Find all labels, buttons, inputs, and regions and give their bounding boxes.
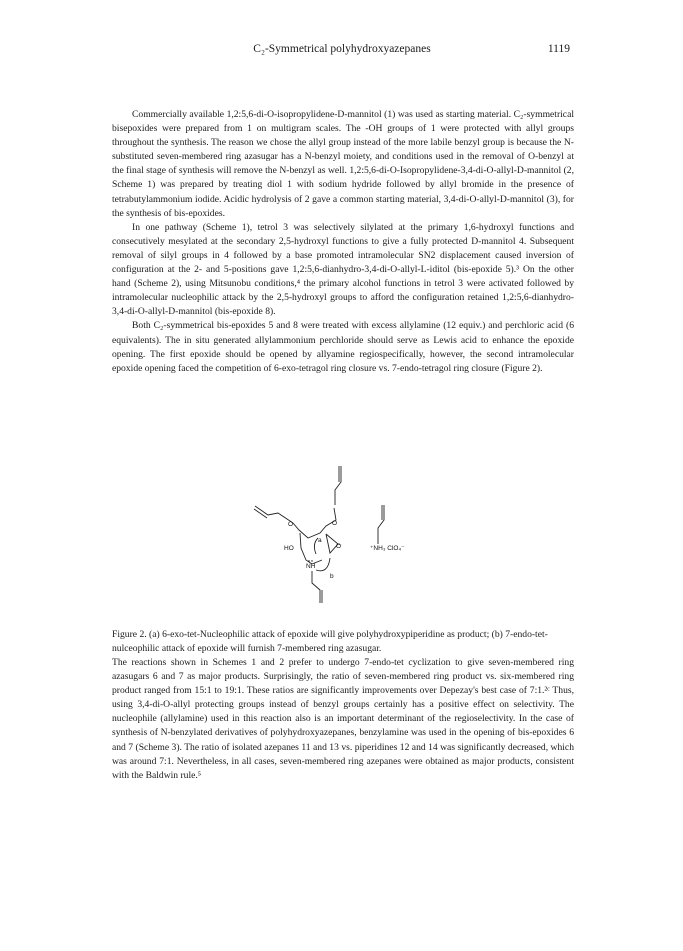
figure-caption: Figure 2. (a) 6-exo-tet-Nucleophilic attack of epoxide will give polyhydroxypiperidine as product; (b) 7-endo-tet-nulceophilic attack of epoxide will furnish 7-membered ring azasugar.: [112, 629, 548, 655]
label-o-epoxide: O: [336, 543, 342, 550]
running-title: C₂-Symmetrical polyhydroxyazepanes: [253, 43, 431, 55]
page-number: 1119: [547, 43, 570, 55]
allyl-chain-ammonium: [378, 505, 384, 544]
lone-pair-dots: [308, 560, 312, 561]
attack-arrow-b: [316, 558, 330, 571]
label-b: b: [330, 573, 334, 580]
paragraph-1: Commercially available 1,2:5,6-di-O-isopropylidene-D-mannitol (1) was used as starting material. C₂-symmetrical bisepoxides were prepared from 1 on multigram scales. The -OH groups of 1 were protected with allyl groups throughout the synthesis. The reason we chose the allyl group instead of the more labile benzyl group is because the N-substituted seven-membered ring azasugar has a N-benzyl moiety, and conditions used in the removal of O-benzyl at the final stage of synthesis will remove the N-benzyl as well. 1,2:5,6-di-O-Isopropylidene-3,4-di-O-allyl-D-mannitol (2, Scheme 1) was prepared by treating diol 1 with sodium hydride followed by allyl bromide in the presence of tetrabutylammonium iodide. Acidic hydrolysis of 2 gave a common starting material, 3,4-di-O-allyl-D-mannitol (3), for the synthesis of bis-epoxides.: [112, 109, 574, 219]
allyl-chain-top-right: [335, 466, 341, 505]
body-text-lower: [112, 656, 574, 783]
label-ammonium-perchlorate: ⁺NH₃ ClO₄⁻: [370, 545, 405, 552]
allyl-chain-nitrogen: [312, 571, 320, 603]
label-o-right: O: [332, 520, 338, 527]
ring-upper-bonds: [293, 508, 336, 538]
label-ho: HO: [284, 545, 294, 552]
label-a: a: [318, 537, 322, 544]
label-nh: NH: [306, 563, 316, 570]
paragraph-3: Both C₂-symmetrical bis-epoxides 5 and 8 were treated with excess allylamine (12 equiv.) and perchloric acid (6 equivalents). The in situ generated allylammonium perchloride should serve as Lewis acid to enhance the epoxide opening. The first epoxide should be opened by allyamine regiospecifically, however, the second intramolecular epoxide opening faced the competition of 6-exo-tetragol ring closure vs. 7-endo-tetragol ring closure (Figure 2).: [112, 320, 574, 374]
paragraph-4: The reactions shown in Schemes 1 and 2 prefer to undergo 7-endo-tet cyclization to give seven-membered ring azasugars 6 and 7 as major products. Surprisingly, the ratio of seven-membered ring product vs. six-membered ring product ranged from 15:1 to 19:1. These ratios are significantly improvements over Depezay's best case of 7:1.²ᶜ Thus, using 3,4-di-O-allyl protecting groups instead of benzyl groups certainly has a positive effect on selectivity. The nucleophile (allylamine) used in this reaction also is an important determinant of the regioselectivity. In the case of synthesis of N-benzylated derivatives of polyhydroxyazepanes, benzylamine was used in the opening of bis-epoxides 6 and 7 (Scheme 3). The ratio of isolated azepanes 11 and 13 vs. piperidines 12 and 14 was significantly decreased, which was around 7:1. Nevertheless, in all cases, seven-membered ring azepanes were obtained as major products, consistent with the Baldwin rule.⁵: [112, 657, 574, 781]
body-text-upper: [112, 108, 574, 376]
label-o-left: O: [288, 521, 294, 528]
figure-2-structure: [240, 478, 440, 603]
paragraph-2: In one pathway (Scheme 1), tetrol 3 was selectively silylated at the primary 1,6-hydroxyl functions and consecutively mesylated at the secondary 2,5-hydroxyl functions to give a fully protected D-mannitol 4. Subsequent removal of silyl groups in 4 followed by a base promoted intramolecular SN2 displacement caused inversion of configuration at the 2- and 5-positions gave 1,2:5,6-dianhydro-3,4-di-O-allyl-L-iditol (bis-epoxide 5).³ On the other hand (Scheme 2), using Mitsunobu conditions,⁴ the primary alcohol functions in tetrol 3 were activated followed by intramolecular nucleophilic attack by the 2,5-hydroxyl groups to afford the configuration retained 1,2:5,6-dianhydro-3,4-di-O-allyl-D-mannitol (bis-epoxide 8).: [112, 221, 574, 318]
reaction-scheme-diagram: [240, 478, 440, 603]
running-head: [114, 43, 570, 59]
